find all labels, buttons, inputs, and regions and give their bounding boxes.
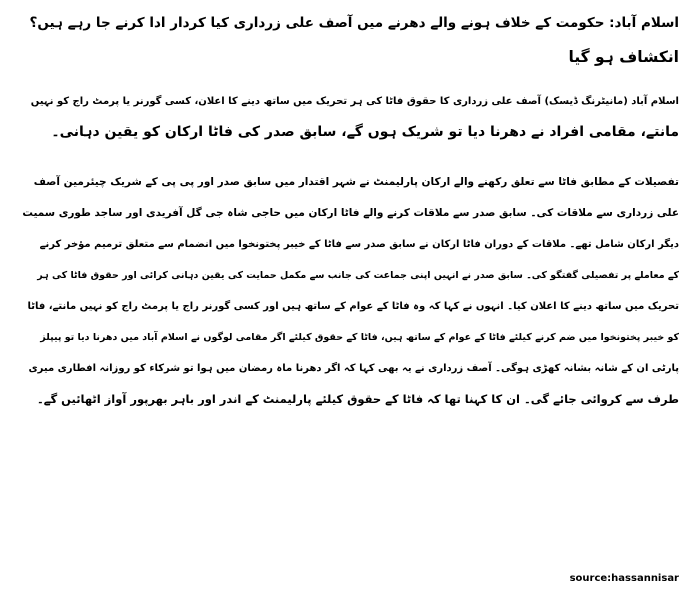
lead-paragraph bbox=[14, 86, 679, 148]
body-line: کو خیبر پختونخوا میں ضم کرنے کیلئے فاٹا کے عوام کے ساتھ ہیں، فاٹا کے حقوق کیلئے اگر مقامی لوگوں نے اسلام آباد میں دھرنا دیا تو پیپلز bbox=[40, 332, 679, 343]
body-line: کے معاملے پر تفصیلی گفتگو کی۔ سابق صدر نے انہیں اپنی جماعت کی جانب سے مکمل حمایت کی یقین دہانی کرائی اور حقوق فاٹا کی ہر bbox=[37, 270, 679, 281]
body-line: تحریک میں ساتھ دینے کا اعلان کیا۔ انہوں نے کہا کہ وہ فاٹا کے عوام کے ساتھ ہیں اور کسی گورنر راج یا پرمٹ راج کو نہیں مانتے، فاٹا bbox=[27, 301, 679, 312]
body-line: دیگر ارکان شامل تھے۔ ملاقات کے دوران فاٹا ارکان نے سابق صدر سے فاٹا کے خیبر پختونخوا میں انضمام سے متعلق ترمیم مؤخر کرنے bbox=[39, 239, 679, 250]
body-line: طرف سے کروائی جائے گی۔ ان کا کہنا تھا کہ فاٹا کے حقوق کیلئے پارلیمنٹ کے اندر اور باہر بھرپور آواز اٹھائیں گے۔ bbox=[36, 392, 679, 406]
body-line: علی زرداری سے ملاقات کی۔ سابق صدر سے ملاقات کرنے والے فاٹا ارکان میں حاجی شاہ جی گل آفریدی اور ساجد طوری سمیت bbox=[22, 207, 679, 219]
body-line: تفصیلات کے مطابق فاٹا سے تعلق رکھنے والے ارکان پارلیمنٹ نے شہر اقتدار میں سابق صدر اور پی پی کے شریک چیئرمین آصف bbox=[33, 176, 679, 188]
lead-line: مانتے، مقامی افراد نے دھرنا دیا تو شریک ہوں گے، سابق صدر کی فاٹا ارکان کو یقین دہانی۔ bbox=[51, 124, 679, 140]
body-line: پارٹی ان کے شانہ بشانہ کھڑی ہوگی۔ آصف زرداری نے یہ بھی کہا کہ اگر دھرنا ماہ رمضان میں ہوا تو شرکاء کو روزانہ افطاری میری bbox=[28, 363, 679, 374]
source-credit: source:hassannisar bbox=[569, 573, 679, 584]
body-paragraph bbox=[14, 167, 679, 415]
headline-line: انکشاف ہو گیا bbox=[568, 48, 679, 66]
article-headline bbox=[14, 6, 679, 74]
headline-line: اسلام آباد: حکومت کے خلاف ہونے والے دھرنے میں آصف علی زرداری کیا کردار ادا کرنے جا رہے ہیں؟ bbox=[29, 15, 679, 31]
lead-line: اسلام آباد (مانیٹرنگ ڈیسک) آصف علی زرداری کا حقوق فاٹا کی ہر تحریک میں ساتھ دینے کا اعلان، کسی گورنر یا پرمٹ راج کو نہیں bbox=[30, 96, 679, 107]
